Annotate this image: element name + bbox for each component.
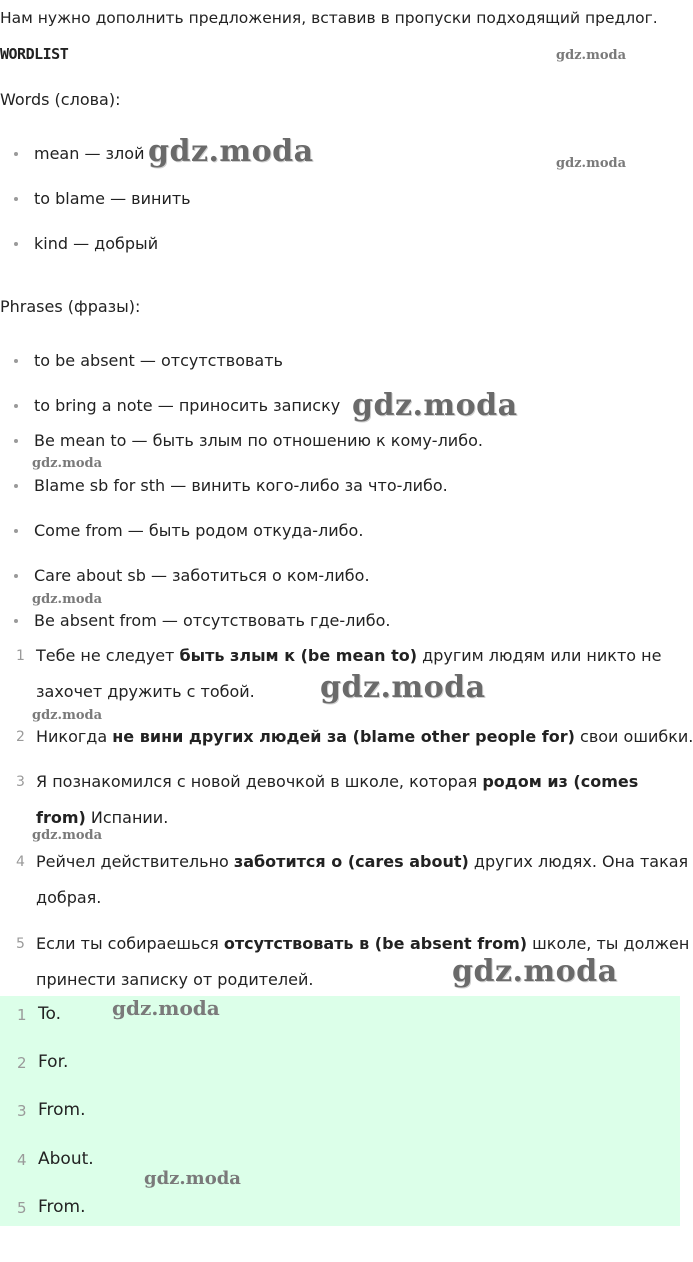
phrase-item <box>14 566 370 585</box>
answer-text: From. <box>38 1197 86 1217</box>
question-line: Рейчел действительно заботится о (cares about) других людях. Она такая <box>36 852 689 871</box>
watermark: gdz.moda <box>32 456 103 471</box>
bullet-icon <box>14 242 18 246</box>
question-line: from) Испании. <box>36 808 169 827</box>
question-number: 5 <box>16 936 25 952</box>
watermark: gdz.moda <box>320 670 486 705</box>
answer-number: 2 <box>17 1054 27 1072</box>
intro-text: Нам нужно дополнить предложения, вставив в пропуски подходящий предлог. <box>0 9 658 27</box>
bullet-icon <box>14 197 18 201</box>
answer-number: 1 <box>17 1006 27 1024</box>
watermark: gdz.moda <box>556 156 627 171</box>
phrase-item <box>14 351 283 370</box>
question-line: Тебе не следует быть злым к (be mean to) другим людям или никто не <box>36 646 662 665</box>
watermark: gdz.moda <box>32 592 103 607</box>
watermark: gdz.moda <box>148 134 314 169</box>
phrases-title: Phrases (фразы): <box>0 297 141 316</box>
wordlist-heading: WORDLIST <box>0 45 69 63</box>
question-number: 2 <box>16 729 25 745</box>
answer-text: About. <box>38 1149 94 1169</box>
phrase-text: Be absent from — отсутствовать где-либо. <box>34 611 391 630</box>
phrase-text: Care about sb — заботиться о ком-либо. <box>34 566 370 585</box>
watermark: gdz.moda <box>32 708 103 723</box>
word-item <box>14 234 158 253</box>
bullet-icon <box>14 574 18 578</box>
answer-text: From. <box>38 1100 86 1120</box>
question-line: добрая. <box>36 888 102 907</box>
phrase-item <box>14 611 391 630</box>
bullet-icon <box>14 529 18 533</box>
bullet-icon <box>14 404 18 408</box>
bullet-icon <box>14 484 18 488</box>
phrase-text: Be mean to — быть злым по отношению к кому-либо. <box>34 431 483 450</box>
watermark: gdz.moda <box>452 954 618 989</box>
answer-number: 3 <box>17 1102 27 1120</box>
question-line: Я познакомился с новой девочкой в школе, которая родом из (comes <box>36 772 639 791</box>
word-text: mean — злой <box>34 144 145 163</box>
question-line: принести записку от родителей. <box>36 970 314 989</box>
phrase-text: to be absent — отсутствовать <box>34 351 283 370</box>
bullet-icon <box>14 439 18 443</box>
bullet-icon <box>14 619 18 623</box>
bullet-icon <box>14 152 18 156</box>
watermark: gdz.moda <box>144 1168 241 1189</box>
question-number: 3 <box>16 774 25 790</box>
word-item <box>14 144 144 163</box>
question-number: 4 <box>16 854 25 870</box>
answer-number: 5 <box>17 1199 27 1217</box>
question-line: Если ты собираешься отсутствовать в (be absent from) школе, ты должен <box>36 934 690 953</box>
answer-text: To. <box>38 1004 62 1024</box>
answer-number: 4 <box>17 1151 27 1169</box>
question-number: 1 <box>16 648 25 664</box>
phrase-text: to bring a note — приносить записку <box>34 396 341 415</box>
words-title: Words (слова): <box>0 90 121 109</box>
phrase-text: Come from — быть родом откуда-либо. <box>34 521 364 540</box>
watermark: gdz.moda <box>112 996 220 1020</box>
word-text: kind — добрый <box>34 234 159 253</box>
watermark: gdz.moda <box>32 828 103 843</box>
watermark: gdz.moda <box>556 48 627 63</box>
answer-text: For. <box>38 1052 69 1072</box>
bullet-icon <box>14 359 18 363</box>
phrase-item <box>14 476 448 495</box>
question-line: захочет дружить с тобой. <box>36 682 255 701</box>
watermark: gdz.moda <box>352 388 518 423</box>
phrase-item <box>14 521 363 540</box>
word-item <box>14 189 191 208</box>
word-text: to blame — винить <box>34 189 191 208</box>
question-line: Никогда не вини других людей за (blame other people for) свои ошибки. <box>36 727 693 746</box>
phrase-item <box>14 396 340 415</box>
phrase-text: Blame sb for sth — винить кого-либо за что-либо. <box>34 476 448 495</box>
answers-block <box>0 996 680 1226</box>
phrase-item <box>14 431 483 450</box>
